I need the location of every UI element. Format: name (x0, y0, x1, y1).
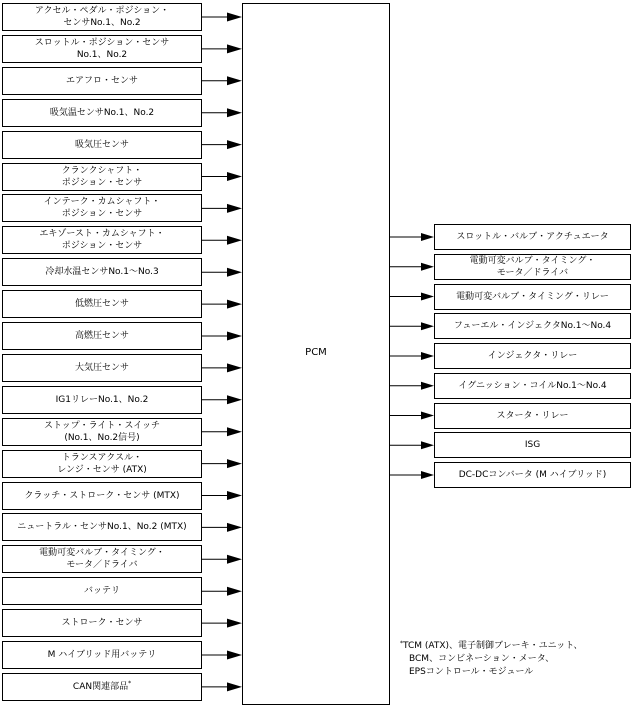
input-arrow-head (227, 555, 242, 564)
output-label: スタータ・リレー (496, 410, 569, 421)
input-label-text: バッテリ (83, 586, 120, 597)
input-arrow-head (227, 268, 242, 277)
output-arrow-head (421, 382, 434, 390)
footnote-line-3: EPSコントロール・モジュール (409, 667, 534, 677)
output-arrow-head (421, 441, 434, 449)
output-label: スロットル・バルブ・アクチュエータ (456, 232, 609, 242)
input-arrow-head (227, 682, 242, 691)
input-arrow-head (227, 172, 242, 181)
output-label: フューエル・インジェクタNo.1〜No.4 (453, 321, 612, 332)
footnote-ref-mark: * (128, 679, 132, 687)
input-label-text: 大気圧センサ (74, 362, 129, 373)
input-label-text: CAN関連部品 (72, 681, 129, 692)
footnote (400, 640, 583, 679)
input-label-text: クランクシャフト・ (61, 165, 143, 176)
output-arrow-head (421, 233, 434, 241)
output-label: モータ／ドライバ (496, 267, 569, 278)
input-arrow-head (227, 363, 242, 372)
input-label-text: クラッチ・ストローク・センサ (MTX) (24, 490, 180, 501)
input-label-text: エキゾースト・カムシャフト・ (39, 229, 165, 240)
input-arrow-head (227, 76, 242, 85)
input-label-text: 冷却水温センサNo.1〜No.3 (45, 267, 159, 278)
input-arrow-head (227, 459, 242, 468)
output-label: ISG (524, 440, 541, 451)
input-label-text: 低燃圧センサ (74, 299, 129, 310)
output-label: 電動可変バルブ・タイミング・リレー (456, 291, 609, 302)
input-label-text: ポジション・センサ (61, 209, 143, 220)
pcm-label: PCM (305, 347, 327, 358)
input-arrow-head (227, 619, 242, 628)
input-label-text: (No.1、No.2信号) (64, 432, 140, 443)
input-label-text: アクセル・ペダル・ポジション・ (34, 6, 170, 16)
input-label-text: ストップ・ライト・スイッチ (43, 420, 161, 431)
input-label-text: 吸気圧センサ (74, 139, 129, 150)
input-arrow-head (227, 427, 242, 436)
output-label: イグニッション・コイルNo.1〜No.4 (458, 380, 607, 391)
input-label-text: センサNo.1、No.2 (63, 18, 141, 28)
input-arrow-head (227, 651, 242, 660)
input-label-text: スロットル・ポジション・センサ (34, 37, 170, 48)
output-arrow-head (421, 471, 434, 479)
input-arrow-head (227, 236, 242, 245)
input-label-text: ポジション・センサ (61, 177, 143, 188)
input-arrow-head (227, 44, 242, 53)
input-label-text: 電動可変バルブ・タイミング・ (39, 548, 165, 559)
output-label: DC-DCコンバータ (M ハイブリッド) (458, 470, 607, 480)
input-arrow-head (227, 204, 242, 213)
output-label: インジェクタ・リレー (487, 351, 578, 361)
input-label-text: No.1、No.2 (76, 49, 128, 60)
input-arrow-head (227, 140, 242, 149)
footnote-line-2: BCM、コンビネーション・メータ、 (409, 654, 555, 664)
output-label: 電動可変バルブ・タイミング・ (469, 255, 596, 266)
output-arrow-head (421, 293, 434, 301)
input-arrow-head (227, 587, 242, 596)
input-arrow-head (227, 395, 242, 404)
input-arrow-head (227, 13, 242, 22)
input-label-text: エアフロ・センサ (65, 75, 138, 86)
footnote-line-1: *TCM (ATX)、電子制御ブレーキ・ユニット、 (400, 640, 583, 651)
output-arrow-head (421, 322, 434, 330)
input-label-text: ストローク・センサ (61, 618, 143, 629)
input-arrow-head (227, 300, 242, 309)
input-label-text: 吸気温センサNo.1、No.2 (49, 107, 155, 118)
input-label-text: トランスアクスル・ (61, 452, 143, 463)
input-label-text: レンジ・センサ (ATX) (57, 464, 147, 475)
input-label-text: モータ／ドライバ (66, 560, 138, 571)
input-arrow-head (227, 523, 242, 532)
input-label-text: IG1リレーNo.1、No.2 (55, 394, 149, 405)
input-label-text: インテーク・カムシャフト・ (43, 197, 161, 208)
input-arrow-head (227, 108, 242, 117)
output-arrow-head (421, 412, 434, 420)
input-label-text: 高燃圧センサ (74, 331, 129, 341)
input-arrow-head (227, 332, 242, 341)
output-arrow-head (421, 263, 434, 271)
footnote-mark: * (400, 640, 403, 647)
output-arrow-head (421, 352, 434, 360)
input-label-text: ポジション・センサ (61, 241, 143, 252)
input-arrow-head (227, 491, 242, 500)
input-label-text: ニュートラル・センサNo.1、No.2 (MTX) (17, 522, 187, 533)
input-label-text: M ハイブリッド用バッテリ (47, 650, 157, 660)
